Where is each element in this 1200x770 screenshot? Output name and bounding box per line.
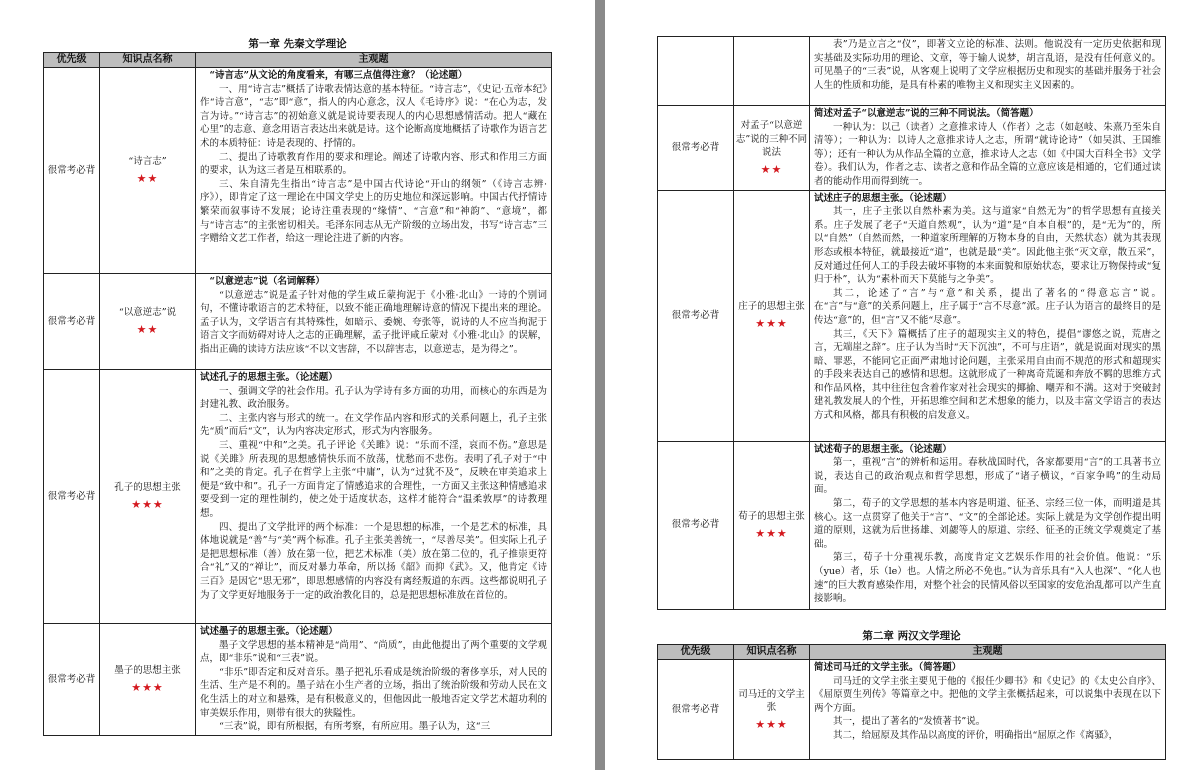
- knowledge-point-cell: [734, 190, 810, 441]
- knowledge-point-name: “诗言志”: [128, 156, 167, 168]
- table-row: [658, 37, 1166, 106]
- answer-cell: [196, 274, 552, 370]
- left-page: [0, 0, 595, 770]
- knowledge-point-cell: [734, 106, 810, 191]
- answer-paragraph: 二、提出了诗歌教育作用的要求和理论。阐述了诗歌内容、形式和作用三方面的要求，认为这三者是互相联系的。: [200, 151, 547, 177]
- knowledge-point-name: 司马迁的文学主张: [738, 688, 805, 714]
- table-row: [658, 660, 1166, 760]
- answer-cell: [810, 190, 1166, 441]
- question-title: “以意逆志”说（名词解释）: [209, 276, 325, 287]
- chapter-title: 第一章 先秦文学理论: [248, 38, 347, 50]
- answer-paragraph: 表”乃是立言之“仪”，即著文立论的标准、法则。他说没有一定历史依据和现实基础及实际功用的理论、文章，等于输人说梦，胡言乱语，是没有任何意义的。可见墨子的“三表”说，从客观上说明了文学应根据历史和现实的基础并服务于社会人生的性质和功能，是具有朴素的唯物主义和现实主义因素的。: [814, 39, 1161, 91]
- priority-label: 很常考必背: [671, 309, 720, 321]
- star-rating: ★★: [136, 172, 159, 185]
- answer-paragraph: 其一，庄子主张以自然朴素为美。这与道家“自然无为”的哲学思想有直接关系。庄子发展了老子“天道自然观”，认为“道”是“自本自根”的，是“无为”的，所以“自然”（自然而然，一种道家所理解的万物本身的自由，天然状态）就为其表现形态或根本特征，就最接近“道”，也就是最“美”。因此他主张“灭文章，散五采”，反对通过任何人工的手段去破坏事物的本来面貌和原始状态，要求让万物保持或“复归于朴”，认为“素朴而天下莫能与之争美”。: [814, 206, 1161, 286]
- answer-cell: [810, 441, 1166, 609]
- star-rating: ★★★: [131, 680, 164, 694]
- answer-cell: [810, 660, 1166, 760]
- answer-paragraph: 第二，荀子的文学思想的基本内容是明道、征圣、宗经三位一体，而明道是其核心。这一点贯穿了他关于“言”、“文”的全部论述。实际上就是为文学创作提出明道的原则，这就为后世扬雄、刘勰等人的原道、宗经、征圣的正统文学观奠定了基础。: [814, 497, 1161, 550]
- star-rating: ★★★: [755, 717, 788, 731]
- answer-paragraph: 一、强调文学的社会作用。孔子认为学诗有多方面的功用，而核心的东西是为封建礼教、政治服务。: [200, 385, 547, 411]
- table-row: [658, 441, 1166, 609]
- answer-cell: [196, 68, 552, 274]
- page-gap: [595, 0, 605, 770]
- table-row: [44, 624, 552, 736]
- star-rating: ★★★: [755, 317, 788, 331]
- header-priority: 优先级: [44, 53, 100, 68]
- answer-paragraph: “以意逆志”说是孟子针对他的学生咸丘蒙拘泥于《小雅·北山》一诗的个别词句，不懂诗歌语言的艺术特征，以致不能正确地理解诗意的情况下提出来的理论。孟子认为，文学语言有其特殊性，如暗示、委婉、夸张等，说诗的人不应当拘泥于语言文字而妨碍对诗人之志的正确理解，孟子批评咸丘蒙对《小雅·北山》的误解，指出正确的读诗方法应该“不以文害辞，不以辞害志，以意逆志，是为得之”。: [200, 289, 547, 355]
- priority-cell: [44, 370, 100, 624]
- priority-label: 很常考必背: [47, 315, 96, 327]
- answer-paragraph: 墨子文学思想的基本精神是“尚用”、“尚质”，由此他提出了两个重要的文学观点，即“非乐”说和“三表”说。: [200, 639, 547, 665]
- priority-label: 很常考必背: [47, 490, 96, 502]
- chapter1-table: [43, 37, 552, 736]
- answer-cell: [196, 370, 552, 624]
- header-subjective-question: 主观题: [810, 645, 1166, 660]
- question-title: 试述墨子的思想主张。（论述题）: [200, 626, 338, 637]
- star-rating: ★★: [760, 162, 783, 176]
- knowledge-point-name: 荀子的思想主张: [738, 510, 805, 522]
- right-page: [605, 0, 1200, 770]
- answer-paragraph: 三、重视“中和”之美。孔子评论《关雎》说：“乐而不淫，哀而不伤。”意思是说《关雎》所表现的思想感情快乐而不放荡，忧愁而不悲伤。表明了孔子对于“中和”之美的肯定。孔子在哲学上主张“中庸”，认为“过犹不及”，反映在审美追求上便是“致中和”。孔子一方面肯定了情感追求的合理性，一方面又主张这种情感追求要受到一定的理性制约，使之处于适度状态，这样才能符合“温柔敦厚”的诗教理想。: [200, 439, 547, 519]
- knowledge-point-cell: [100, 370, 196, 624]
- header-knowledge-point: 知识点名称: [734, 645, 810, 660]
- chapter1-continued-table: [657, 36, 1166, 610]
- answer-paragraph: 二、主张内容与形式的统一。在文学作品内容和形式的关系问题上，孔子主张先“质”而后“文”，认为内容决定形式，形式为内容服务。: [200, 412, 547, 438]
- answer-paragraph: 第一，重视“言”的辨析和运用。春秋战国时代，各家都要用“言”的工具著书立说，表达自己的政治观点和哲学思想，形成了“诸子横议，“百家争鸣”的生动局面。: [814, 457, 1161, 496]
- star-rating: ★★: [136, 323, 159, 336]
- answer-paragraph: 其一，提出了著名的“发愤著书”说。: [833, 716, 986, 728]
- priority-cell: [658, 37, 734, 106]
- question-title: 简述对孟子“以意逆志”说的三种不同说法。（简答题）: [814, 108, 1039, 119]
- answer-paragraph: 第三，荀子十分重视乐教，高度肯定文艺娱乐作用的社会价值。他说：“乐（yue）者，乐（le）也。人情之所必不免也。”认为音乐具有“入人也深”、“化人也速”的巨大教育感染作用，对整个社会的民情风俗以至国家的安危治乱都可以产生直接影响。: [814, 552, 1161, 605]
- knowledge-point-name: “以意逆志”说: [118, 307, 177, 319]
- answer-paragraph: “三表”说，即有所根据，有所考察，有所应用。墨子认为，这“三: [219, 721, 491, 733]
- table-row: [658, 106, 1166, 191]
- answer-paragraph: “非乐”即否定和反对音乐。墨子把礼乐看成是统治阶级的奢侈享乐，对人民的生活、生产是不利的。墨子站在小生产者的立场，指出了统治阶级和劳动人民在文化生活上的对立和悬殊，是有积极意义的，但他因此一般地否定文学艺术超功利的审美娱乐作用，则带有很大的狭隘性。: [200, 666, 547, 719]
- question-title: 简述司马迁的文学主张。（简答题）: [814, 662, 962, 673]
- knowledge-point-cell: [100, 624, 196, 736]
- star-rating: ★★★: [131, 498, 164, 511]
- priority-label: 很常考必背: [47, 164, 96, 176]
- knowledge-point-cell: [100, 68, 196, 274]
- table-row: [44, 274, 552, 370]
- knowledge-point-cell: [734, 441, 810, 609]
- question-title: “诗言志”从文论的角度看来，有哪三点值得注意？（论述题）: [209, 70, 468, 81]
- star-rating: ★★★: [755, 526, 788, 540]
- answer-paragraph: 其三，《天下》篇概括了庄子的超现实主义的特色，提倡“谬悠之说，荒唐之言，无端崖之辞”。庄子认为当时“天下沉浊”，不可与庄语”，就是说面对现实的黑暗、罪恶，不能同它正面严肃地讨论问题，主张采用自由而不规范的形式和超现实的手段来表达自己的感情和思想。这就形成了一种离奇荒诞和奔放不羁的思维方式和作品风格，其中往往包含着作家对社会现实的揶揄、嘲弄和不满。这对于突破封建礼教发展人的个性，开拓思维空间和艺术想象的能力，以及丰富文学语言的表达方式和风格，都具有积极的启发意义。: [814, 328, 1161, 422]
- answer-paragraph: 三、朱自清先生指出“诗言志”是中国古代诗论“开山的纲领”（《诗言志辨·序》），即肯定了这一理论在中国文学史上的历史地位和深远影响。中国古代抒情诗繁荣而叙事诗不发展；论诗注重表现的“缘情”、“言意”和“神韵”、“意境”，都与“诗言志”的主张密切相关。毛泽东同志从无产阶级的立场出发，书写“诗言志”三字赠给文艺工作者，给这一理论注进了新的内容。: [200, 178, 547, 245]
- answer-paragraph: 其二，给屈原及其作品以高度的评价，明确指出“屈原之作《离骚》，: [833, 729, 1119, 741]
- knowledge-point-cell: [734, 37, 810, 106]
- priority-cell: [44, 274, 100, 370]
- answer-paragraph: 其二，论述了“言”与“意”和关系，提出了著名的“得意忘言”说。在“言”与“意”的关系问题上，庄子属于“言不尽意”派。庄子认为语言的最终目的是传达“意”的，但“言”又不能“尽意”。: [814, 287, 1161, 326]
- answer-paragraph: 四、提出了文学批评的两个标准：一个是思想的标准，一个是艺术的标准，具体地说就是“善”与“美”两个标准。孔子主张美善统一，“尽善尽美”。但实际上孔子是把思想标准（善）放在第一位，把艺术标准（美）放在第二位的，孔子推崇更符合“礼”又的“禅让”，而反对暴力革命，所以扬《韶》而抑《武》。又，他肯定《诗三百》是因它“思无邪”，即思想感情的内容没有离经叛道的东西。这些都说明孔子为了文学更好地服务于一定的政治教化目的，总是把思想标准放在首位的。: [200, 521, 547, 601]
- answer-cell: [810, 37, 1166, 106]
- priority-cell: [44, 68, 100, 274]
- chapter2-table: [657, 629, 1166, 760]
- priority-label: 很常考必背: [47, 673, 96, 685]
- knowledge-point-name: 对孟子“以意逆志”说的三种不同说法: [735, 120, 808, 159]
- priority-cell: [44, 624, 100, 736]
- priority-cell: [658, 660, 734, 760]
- header-priority: 优先级: [658, 645, 734, 660]
- table-row: [44, 68, 552, 274]
- answer-paragraph: 司马迁的文学主张主要见于他的《报任少卿书》和《史记》的《太史公自序》、《屈原贾生列传》等篇章之中。把他的文学主张概括起来，可以说集中表现在以下两个方面。: [814, 675, 1161, 714]
- priority-cell: [658, 441, 734, 609]
- knowledge-point-name: 墨子的思想主张: [114, 665, 181, 677]
- answer-cell: [810, 106, 1166, 191]
- header-row: [44, 53, 552, 68]
- question-title: 试述庄子的思想主张。（论述题）: [814, 192, 952, 204]
- knowledge-point-name: 庄子的思想主张: [738, 301, 805, 313]
- answer-paragraph: 一、用“诗言志”概括了诗歌表情达意的基本特征。“诗言志”，《史记·五帝本纪》作“诗言意”，“志”即“意”，指人的内心意念，汉人《毛诗序》说：“在心为志，发言为诗。”“诗言志”的初始意义就是说诗要表现人的内心思想感情活动。把人“藏在心里”的志意、意念用语言表达出来就是诗。这个论断高度地概括了诗歌作为语言艺术的本质特征：诗是表现的、抒情的。: [200, 83, 547, 149]
- priority-cell: [658, 106, 734, 191]
- priority-label: 很常考必背: [671, 703, 720, 715]
- answer-paragraph: 一种认为：以己（读者）之意推求诗人（作者）之志（如赵岐、朱熹乃至朱自清等）；一种认为：以诗人之意推求诗人之志，所谓“就诗论诗”（如吴淇、王国维等）；还有一种认为从作品全篇的立意，推求诗人之志（如《中国大百科全书》文学卷）。我们认为，作者之志、读者之意和作品全篇的立意应该是相通的，它们通过读者的能动作用而得到统一。: [814, 121, 1161, 187]
- knowledge-point-cell: [734, 660, 810, 760]
- table-row: [44, 370, 552, 624]
- priority-label: 很常考必背: [671, 141, 720, 153]
- question-title: 试述孔子的思想主张。（论述题）: [200, 372, 338, 383]
- table-row: [658, 190, 1166, 441]
- header-subjective-question: 主观题: [196, 53, 552, 68]
- priority-label: 很常考必背: [671, 519, 720, 531]
- priority-cell: [658, 190, 734, 441]
- header-knowledge-point: 知识点名称: [100, 53, 196, 68]
- knowledge-point-cell: [100, 274, 196, 370]
- knowledge-point-name: 孔子的思想主张: [114, 482, 181, 494]
- header-row: [658, 645, 1166, 660]
- answer-cell: [196, 624, 552, 736]
- question-title: 试述荀子的思想主张。（论述题）: [814, 443, 952, 455]
- chapter-title: 第二章 两汉文学理论: [862, 630, 961, 642]
